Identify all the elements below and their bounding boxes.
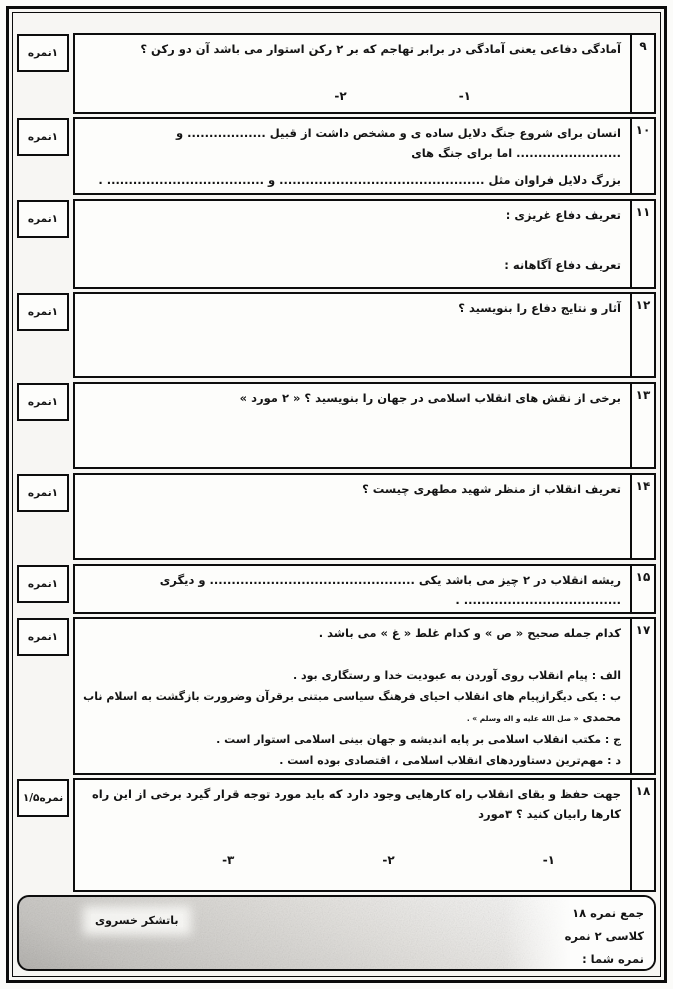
- question-row-10: [17, 117, 656, 195]
- score-cell: ۱نمره: [17, 474, 69, 512]
- question-text-line1: تعریف دفاع غریزی :: [505, 208, 621, 222]
- question-row-18: [17, 778, 656, 892]
- question-box-10: [73, 117, 656, 195]
- score-cell: ۱نمره: [17, 565, 69, 603]
- option-b-honorific: « صل الله علیه و اله وسلم » .: [466, 714, 579, 724]
- question-body: [75, 294, 630, 376]
- exam-sheet: [14, 14, 659, 975]
- teacher-signature: باتشکر خسروی: [91, 914, 183, 927]
- blank-item-3: ۳-: [222, 853, 235, 868]
- question-row-15: [17, 564, 656, 614]
- question-body: [75, 201, 630, 287]
- blank-item-1: ۱-: [542, 853, 555, 868]
- score-cell: ۱نمره: [17, 293, 69, 331]
- question-body: [75, 384, 630, 467]
- question-number: ۱۸: [630, 780, 654, 890]
- answer-blanks: [83, 850, 621, 870]
- question-box-9: [73, 33, 656, 114]
- blank-item-2: ۲-: [334, 88, 347, 103]
- option-b: [83, 686, 621, 729]
- blank-item-1: ۱-: [458, 88, 471, 103]
- question-body: [75, 475, 630, 558]
- option-a: الف : پیام انقلاب روی آوردن به عبودیت خدا و رستگاری بود .: [292, 668, 621, 682]
- question-text: تعریف انقلاب از منظر شهید مطهری چیست ؟: [362, 482, 621, 496]
- question-text: جهت حفظ و بقای انقلاب راه کارهایی وجود دارد که باید مورد توجه قرار گیرد برخی از این راه کارها رابیان کنید ؟ ۳مورد: [91, 787, 621, 821]
- option-c: ج : مکتب انقلاب اسلامی بر پایه اندیشه و جهان بینی اسلامی استوار است .: [216, 732, 621, 746]
- answer-blanks: [83, 86, 621, 106]
- question-text: کدام جمله صحیح « ص » و کدام غلط « غ » می باشد .: [318, 626, 621, 640]
- score-value: ۱/۵نمره: [22, 792, 64, 804]
- question-text: ریشه انقلاب در ۲ چیز می باشد یکی ............................................... و دیگری .................................... .: [159, 573, 621, 607]
- footer-box: [17, 895, 656, 971]
- question-text: آثار و نتایج دفاع را بنویسید ؟: [458, 301, 621, 315]
- class-score-label: کلاسی ۲ نمره: [564, 929, 644, 943]
- question-text: آمادگی دفاعی یعنی آمادگی در برابر تهاجم که بر ۲ رکن استوار می باشد آن دو رکن ؟: [140, 42, 621, 56]
- question-box-18: [73, 778, 656, 892]
- question-body: [75, 119, 630, 193]
- your-score-label: نمره شما :: [582, 952, 644, 966]
- question-box-12: [73, 292, 656, 378]
- question-text-line2: تعریف دفاع آگاهانه :: [504, 257, 621, 272]
- question-number: ۱۷: [630, 619, 654, 773]
- score-cell: ۱نمره: [17, 34, 69, 72]
- option-d: د : مهم‌ترین دستاوردهای انقلاب اسلامی ، اقتصادی بوده است .: [279, 754, 621, 768]
- score-cell: [17, 779, 69, 817]
- question-text: برخی از نقش های انقلاب اسلامی در جهان را بنویسید ؟ « ۲ مورد »: [239, 391, 621, 405]
- question-number: ۱۰: [630, 119, 654, 193]
- score-cell: ۱نمره: [17, 618, 69, 656]
- question-row-14: [17, 473, 656, 560]
- question-text-line2: بزرگ دلایل فراوان مثل ............................................... و .................................... .: [98, 173, 621, 188]
- question-number: ۱۵: [630, 566, 654, 612]
- question-row-9: [17, 33, 656, 114]
- question-text-line1: انسان برای شروع جنگ دلایل ساده ی و مشخص داشت از قبیل .................. و ........................ اما برای جنگ های: [175, 126, 621, 160]
- question-body: [75, 566, 630, 612]
- question-row-11: [17, 199, 656, 289]
- question-row-12: [17, 292, 656, 378]
- score-cell: ۱نمره: [17, 383, 69, 421]
- question-body: [75, 35, 630, 112]
- question-body: [75, 619, 630, 773]
- question-row-17: [17, 617, 656, 775]
- question-box-15: [73, 564, 656, 614]
- question-body: [75, 780, 630, 890]
- question-number: ۹: [630, 35, 654, 112]
- question-box-13: [73, 382, 656, 469]
- total-score-label: جمع نمره ۱۸: [572, 906, 644, 920]
- question-box-17: [73, 617, 656, 775]
- question-box-14: [73, 473, 656, 560]
- question-number: ۱۱: [630, 201, 654, 287]
- option-b-text: ب : یکی دیگرازپیام های انقلاب احیای فرهنگ سیاسی مبتنی برقرآن وضرورت بازگشت به اسلام ناب محمدی: [83, 689, 621, 725]
- blank-item-2: ۲-: [382, 853, 395, 868]
- question-number: ۱۳: [630, 384, 654, 467]
- question-number: ۱۲: [630, 294, 654, 376]
- question-number: ۱۴: [630, 475, 654, 558]
- score-cell: ۱نمره: [17, 118, 69, 156]
- question-box-11: [73, 199, 656, 289]
- score-summary: [504, 897, 654, 969]
- question-row-13: [17, 382, 656, 469]
- score-cell: ۱نمره: [17, 200, 69, 238]
